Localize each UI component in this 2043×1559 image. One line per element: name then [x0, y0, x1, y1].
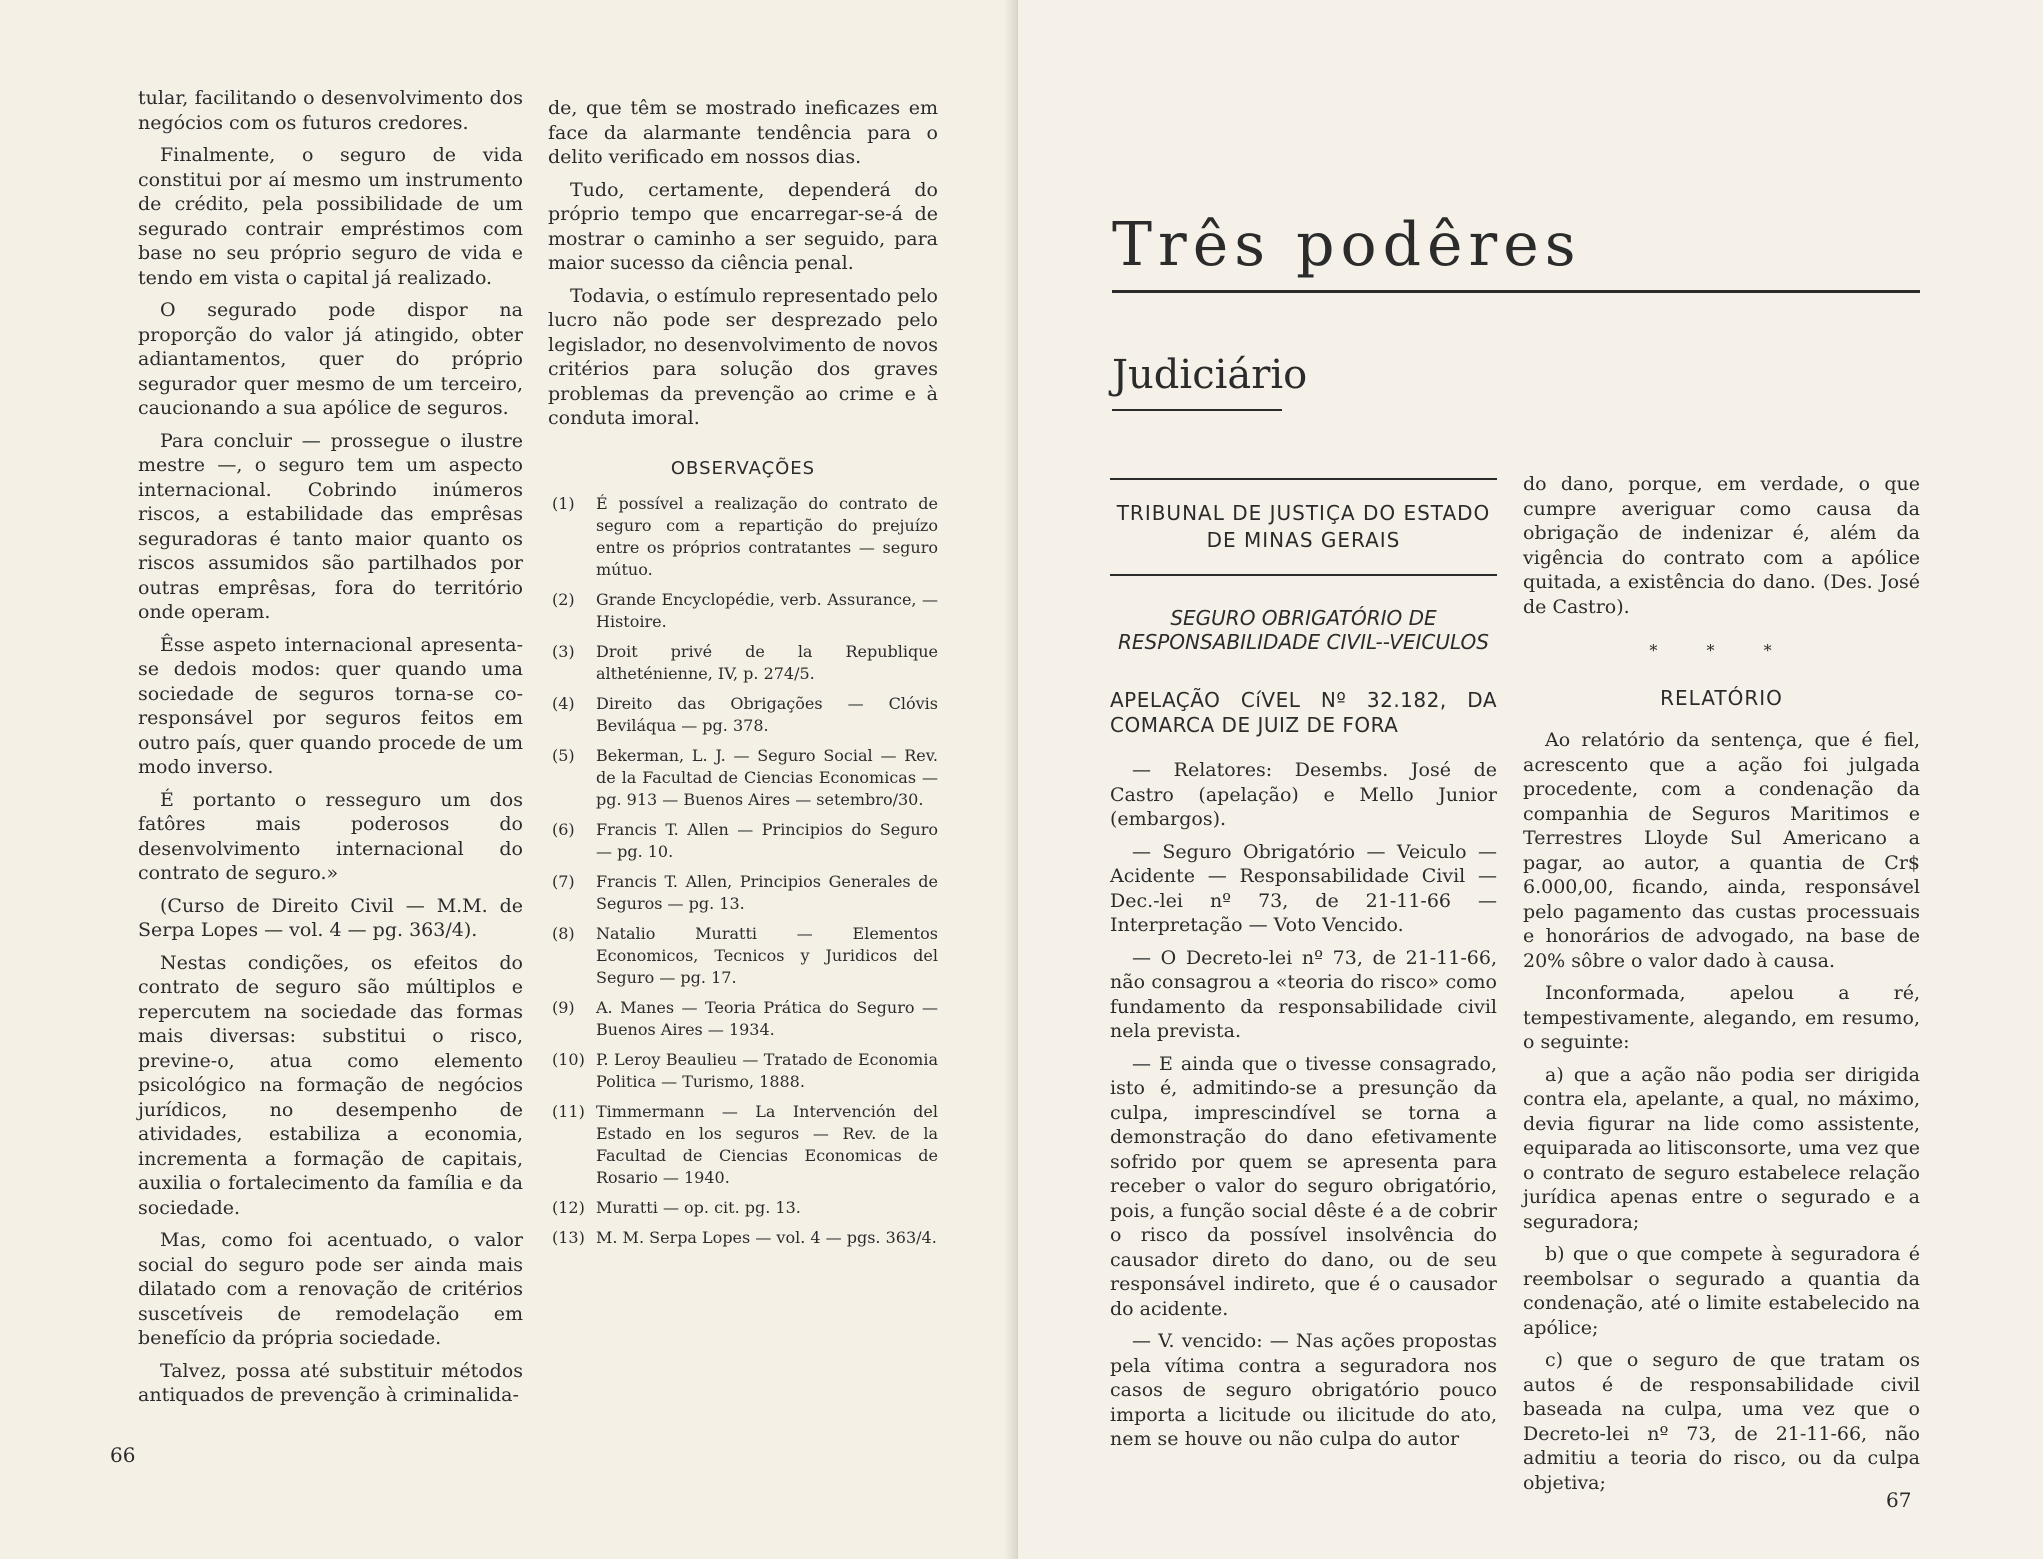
footnote [548, 819, 938, 863]
footnote-text: Francis T. Allen, Principios Generales de Seguros — pg. 13. [596, 872, 938, 913]
footnote-number: (6) [552, 820, 575, 839]
footnote-text: Bekerman, L. J. — Seguro Social — Rev. de la Facultad de Ciencias Economicas — pg. 913 — Buenos Aires — setembro/30. [596, 746, 938, 809]
footnote-text: P. Leroy Beaulieu — Tratado de Economia Politica — Turismo, 1888. [596, 1050, 938, 1091]
paragraph: Todavia, o estímulo representado pelo lucro não pode ser desprezado pelo legislador, no desenvolvimento de novos critérios para solução dos graves problemas da prevenção ao crime e à conduta imoral. [548, 284, 938, 429]
left-column-2 [548, 96, 938, 1257]
paragraph: Finalmente, o seguro de vida constitui por aí mesmo um instrumento de crédito, pela possibilidade de um segurado contrair empréstimos com base no seu próprio seguro de vida e tendo em vista o capital já realizado. [138, 144, 523, 289]
left-page [0, 0, 1018, 1559]
footnote-number: (3) [552, 642, 575, 661]
right-column-1 [1110, 472, 1497, 1460]
footnote-number: (13) [552, 1228, 585, 1247]
footnote [548, 871, 938, 915]
paragraph: O segurado pode dispor na proporção do valor já atingido, obter adiantamentos, quer do próprio segurador quer mesmo de um terceiro, caucionando a sua apólice de seguros. [138, 299, 523, 419]
footnote [548, 923, 938, 989]
footnote-number: (4) [552, 694, 575, 713]
paragraph: Inconformada, apelou a ré, tempestivamente, alegando, em resumo, o seguinte: [1523, 982, 1920, 1053]
footnote [548, 589, 938, 633]
footnote [548, 693, 938, 737]
footnote-text: Natalio Muratti — Elementos Economicos, Tecnicos y Juridicos del Seguro — pg. 17. [596, 924, 938, 987]
footnote-number: (5) [552, 746, 575, 765]
section-title: Três podêres [1112, 210, 1582, 280]
footnote-text: A. Manes — Teoria Prática do Seguro — Buenos Aires — 1934. [596, 998, 938, 1039]
report-heading: RELATÓRIO [1660, 685, 1783, 710]
notes-heading: OBSERVAÇÕES [670, 457, 816, 479]
paragraph: — O Decreto-lei nº 73, de 21-11-66, não consagrou a «teoria do risco» como fundamento da responsabilidade civil nela prevista. [1110, 946, 1497, 1042]
paragraph: de, que têm se mostrado ineficazes em face da alarmante tendência para o delito verificado em nossos dias. [548, 97, 938, 168]
paragraph: Êsse aspeto internacional apresenta-se dedois modos: quer quando uma sociedade de seguros torna-se co-responsável por seguros feitos em outro país, quer quando procede de um modo inverso. [138, 633, 523, 778]
footnote-text: Muratti — op. cit. pg. 13. [596, 1198, 801, 1217]
tribunal-rule-top [1110, 478, 1497, 480]
page-number-left: 66 [110, 1443, 136, 1467]
paragraph: tular, facilitando o desenvolvimento dos negócios com os futuros credores. [138, 87, 523, 134]
footnote-number: (7) [552, 872, 575, 891]
paragraph: Nestas condições, os efeitos do contrato de seguro são múltiplos e repercutem na sociedade das formas mais diversas: substitui o risco, previne-o, atua como elemento psicológico na formação de negócios jurídicos, no desempenho de atividades, estabiliza a economia, incrementa a formação de capitais, auxilia o fortalecimento da família e da sociedade. [138, 951, 523, 1219]
footnote-number: (1) [552, 494, 575, 513]
footnote-text: Timmermann — La Intervención del Estado en los seguros — Rev. de la Facultad de Ciencias Economicas de Rosario — 1940. [596, 1102, 938, 1187]
paragraph: Talvez, possa até substituir métodos antiquados de prevenção à criminalida- [138, 1359, 523, 1406]
footnote-number: (2) [552, 590, 575, 609]
paragraph: — Seguro Obrigatório — Veiculo — Acidente — Responsabilidade Civil — Dec.-lei nº 73, de 21-11-66 — Interpretação — Voto Vencido. [1110, 840, 1497, 936]
footnote-number: (12) [552, 1198, 585, 1217]
footnote-text: É possível a realização do contrato de seguro com a repartição do prejuízo entre os próprios contratantes — seguro mútuo. [596, 494, 938, 579]
appeal-heading: APELAÇÃO CíVEL Nº 32.182, DA COMARCA DE JUIZ DE FORA [1110, 688, 1497, 737]
footnote-text: Droit privé de la Republique altheténienne, IV, p. 274/5. [596, 642, 938, 683]
footnote [548, 1227, 938, 1249]
title-rule [1112, 290, 1920, 293]
footnote-number: (10) [552, 1050, 585, 1069]
paragraph: Para concluir — prossegue o ilustre mestre —, o seguro tem um aspecto internacional. Cobrindo inúmeros riscos, a estabilidade das emprêsas seguradoras é tanto maior quanto os riscos assumidos são partilhados por outras emprêsas, fora do território onde operam. [138, 429, 523, 623]
subsection-rule [1112, 409, 1282, 411]
paragraph: do dano, porque, em verdade, o que cumpre averiguar como causa da obrigação de indenizar é, além da vigência do contrato com a apólice quitada, a existência do dano. (Des. José de Castro). [1523, 473, 1920, 618]
right-column-2 [1523, 472, 1920, 1503]
paragraph: b) que o que compete à seguradora é reembolsar o segurado a quantia da condenação, até o limite estabelecido na apólice; [1523, 1243, 1920, 1339]
tribunal-heading: TRIBUNAL DE JUSTIÇA DO ESTADO DE MINAS GERAIS [1116, 501, 1491, 552]
paragraph: — E ainda que o tivesse consagrado, isto é, admitindo-se a presunção da culpa, imprescindível se torna a demonstração do dano efetivamente sofrido por quem se apresenta para receber o valor do seguro obrigatório, pois, a função social dêste é a de cobrir o risco da possível insolvência do causador direto do dano, ou de seu responsável indireto, que é o causador do acidente. [1110, 1052, 1497, 1320]
paragraph: Tudo, certamente, dependerá do próprio tempo que encarregar-se-á de mostrar o caminho a ser seguido, para maior sucesso da ciência penal. [548, 178, 938, 274]
footnote-text: Francis T. Allen — Principios do Seguro — pg. 10. [596, 820, 938, 861]
paragraph: É portanto o resseguro um dos fatôres mais poderosos do desenvolvimento internacional do contrato de seguro.» [138, 788, 523, 884]
paragraph: c) que o seguro de que tratam os autos é de responsabilidade civil baseada na culpa, uma vez que o Decreto-lei nº 73, de 21-11-66, não admitiu a teoria do risco, ou da culpa objetiva; [1523, 1349, 1920, 1494]
paragraph: — Relatores: Desembs. José de Castro (apelação) e Mello Junior (embargos). [1110, 759, 1497, 830]
footnote-text: Grande Encyclopédie, verb. Assurance, — Histoire. [596, 590, 938, 631]
footnote [548, 1101, 938, 1189]
page-number-right: 67 [1886, 1488, 1912, 1512]
footnote [548, 745, 938, 811]
footnote-number: (11) [552, 1102, 585, 1121]
paragraph: Ao relatório da sentença, que é fiel, acrescento que a ação foi julgada procedente, com a condenação da companhia de Seguros Maritimos e Terrestres Lloyde Sul Americano a pagar, ao autor, a quantia de Cr$ 6.000,00, ficando, ainda, responsável pelo pagamento das custas processuais e honorários de advogado, na base de 20% sôbre o valor dado à causa. [1523, 729, 1920, 972]
paragraph: Mas, como foi acentuado, o valor social do seguro pode ser ainda mais dilatado com a renovação de critérios suscetíveis de remodelação em benefício da própria sociedade. [138, 1229, 523, 1349]
subsection-title: Judiciário [1112, 352, 1308, 398]
footnote-text: M. M. Serpa Lopes — vol. 4 — pgs. 363/4. [596, 1228, 937, 1247]
tribunal-rule-bottom [1110, 574, 1497, 576]
section-divider: * * * [1649, 641, 1794, 660]
footnote-number: (9) [552, 998, 575, 1017]
footnote-number: (8) [552, 924, 575, 943]
case-title: SEGURO OBRIGATÓRIO DE RESPONSABILIDADE CIVIL--VEICULOS [1118, 606, 1489, 654]
footnote [548, 493, 938, 581]
footnote [548, 1197, 938, 1219]
footnote [548, 1049, 938, 1093]
left-column-1 [138, 86, 523, 1416]
citation: (Curso de Direito Civil — M.M. de Serpa Lopes — vol. 4 — pg. 363/4). [138, 894, 523, 941]
paragraph: — V. vencido: — Nas ações propostas pela vítima contra a seguradora nos casos de seguro obrigatório pouco importa a licitude ou ilicitude do ato, nem se houve ou não culpa do autor [1110, 1330, 1497, 1450]
footnote [548, 641, 938, 685]
footnote-text: Direito das Obrigações — Clóvis Beviláqua — pg. 378. [596, 694, 938, 735]
paragraph: a) que a ação não podia ser dirigida contra ela, apelante, a qual, no máximo, devia figurar na lide como assistente, equiparada ao litisconsorte, uma vez que o contrato de seguro estabelece relação jurídica apenas entre o segurado e a seguradora; [1523, 1063, 1920, 1233]
footnote [548, 997, 938, 1041]
